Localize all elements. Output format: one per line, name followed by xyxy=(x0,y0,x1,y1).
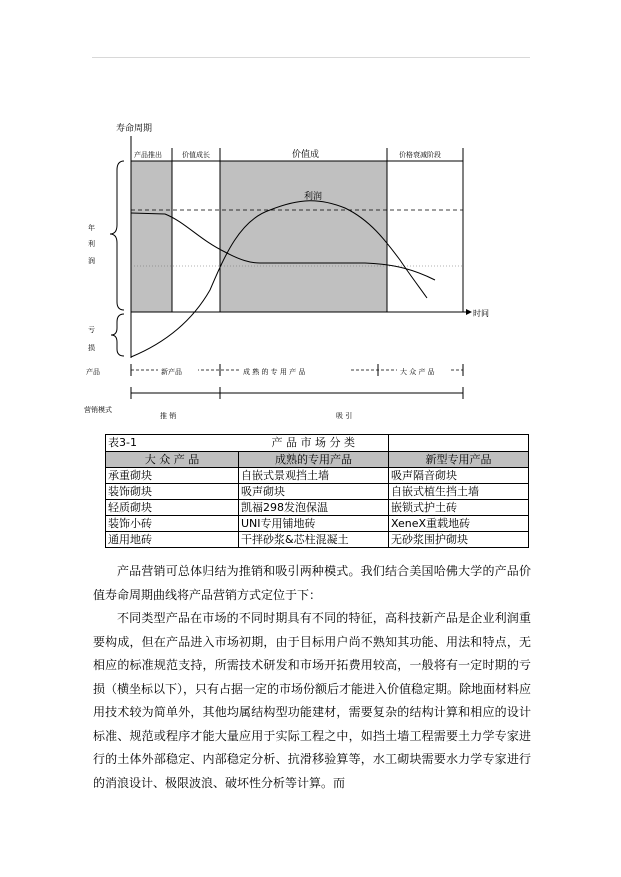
paragraph: 产品营销可总体归结为推销和吸引两种模式。我们结合美国哈佛大学的产品价值寿命周期曲线将产品营销方式定位于下： xyxy=(93,564,531,602)
table-title: 产 品 市 场 分 类 xyxy=(239,435,389,452)
table-cell: 凯福298发泡保温 xyxy=(239,500,389,516)
loss-brace xyxy=(111,314,124,356)
table-cell: 轻质砌块 xyxy=(106,500,239,516)
table-cell: 吸声隔音砌块 xyxy=(389,468,529,484)
product-market-table xyxy=(105,434,529,548)
stage-box-launch xyxy=(131,161,172,312)
y-axis-title: 寿命周期 xyxy=(116,124,153,134)
table-cell: 装饰小砖 xyxy=(106,516,239,532)
table-caption: 表3-1 xyxy=(106,435,239,452)
table-cell: 吸声砌块 xyxy=(239,484,389,500)
table-header: 大 众 产 品 xyxy=(106,452,239,468)
table-caption-blank xyxy=(389,435,529,452)
table-cell: 自嵌式景观挡土墙 xyxy=(239,468,389,484)
annual-profit-char: 年 xyxy=(88,224,95,232)
table-header-row xyxy=(106,452,529,468)
table-cell: 承重砌块 xyxy=(106,468,239,484)
table-cell: XeneX重载地砖 xyxy=(389,516,529,532)
table-row xyxy=(106,500,529,516)
x-axis-arrow xyxy=(466,309,472,315)
marketing-segment-pull: 吸 引 xyxy=(336,412,353,420)
product-segment-mass: 大 众 产 品 xyxy=(400,368,435,376)
body-text xyxy=(93,560,531,795)
table-row xyxy=(106,468,529,484)
marketing-segment-push: 推 销 xyxy=(160,412,177,420)
table-header: 成熟的专用产品 xyxy=(239,452,389,468)
x-axis-title: 时间 xyxy=(473,309,489,318)
marketing-row-label: 营销模式 xyxy=(84,406,112,414)
table-row xyxy=(106,484,529,500)
product-row-label: 产品 xyxy=(86,368,100,376)
table-cell: 自嵌式植生挡土墙 xyxy=(389,484,529,500)
profit-label: 利润 xyxy=(304,192,323,202)
stage-label-value: 价值成 xyxy=(292,150,320,160)
table-row xyxy=(106,516,529,532)
product-segment-mature: 成 熟 的 专 用 产 品 xyxy=(243,368,306,376)
table-row xyxy=(106,532,529,548)
stage-box-growth xyxy=(172,161,220,312)
stage-box-decline xyxy=(387,161,463,312)
product-life-cycle-diagram xyxy=(0,0,621,430)
loss-char: 损 xyxy=(88,344,95,352)
table-cell: 无砂浆围护砌块 xyxy=(389,532,529,548)
table-cell: UNI专用铺地砖 xyxy=(239,516,389,532)
product-segment-new: 新产品 xyxy=(161,368,182,376)
loss-char: 亏 xyxy=(88,326,95,334)
annual-profit-char: 润 xyxy=(88,257,95,265)
table-cell: 通用地砖 xyxy=(106,532,239,548)
stage-label-launch: 产品推出 xyxy=(134,151,162,159)
annual-profit-char: 利 xyxy=(88,240,95,248)
table-cell: 装饰砌块 xyxy=(106,484,239,500)
stage-label-decline: 价格衰减阶段 xyxy=(399,151,441,159)
table-cell: 干拌砂浆&芯柱混凝土 xyxy=(239,532,389,548)
stage-box-value xyxy=(220,161,387,312)
table-header: 新型专用产品 xyxy=(389,452,529,468)
stage-label-growth: 价值成长 xyxy=(182,151,210,159)
paragraph: 不同类型产品在市场的不同时期具有不同的特征，高科技新产品是企业利润重要构成，但在产品进入市场初期，由于目标用户尚不熟知其功能、用法和特点，无相应的标准规范支持，所需技术研发和市场开拓费用较高，一般将有一定时期的亏损（横坐标以下），只有占据一定的市场份额后才能进入价值稳定期。除地面材料应用技术较为简单外，其他均属结构型功能建材，需要复杂的结构计算和相应的设计标准、规范或程序才能大量应用于实际工程之中，如挡土墙工程需要土力学专家进行的土体外部稳定、内部稳定分析、抗滑移验算等，水工砌块需要水力学专家进行的消浪设计、极限波浪、破坏性分析等计算。而 xyxy=(93,611,532,790)
table-caption-row xyxy=(106,435,529,452)
table-cell: 嵌锁式护土砖 xyxy=(389,500,529,516)
profit-brace xyxy=(110,161,124,310)
